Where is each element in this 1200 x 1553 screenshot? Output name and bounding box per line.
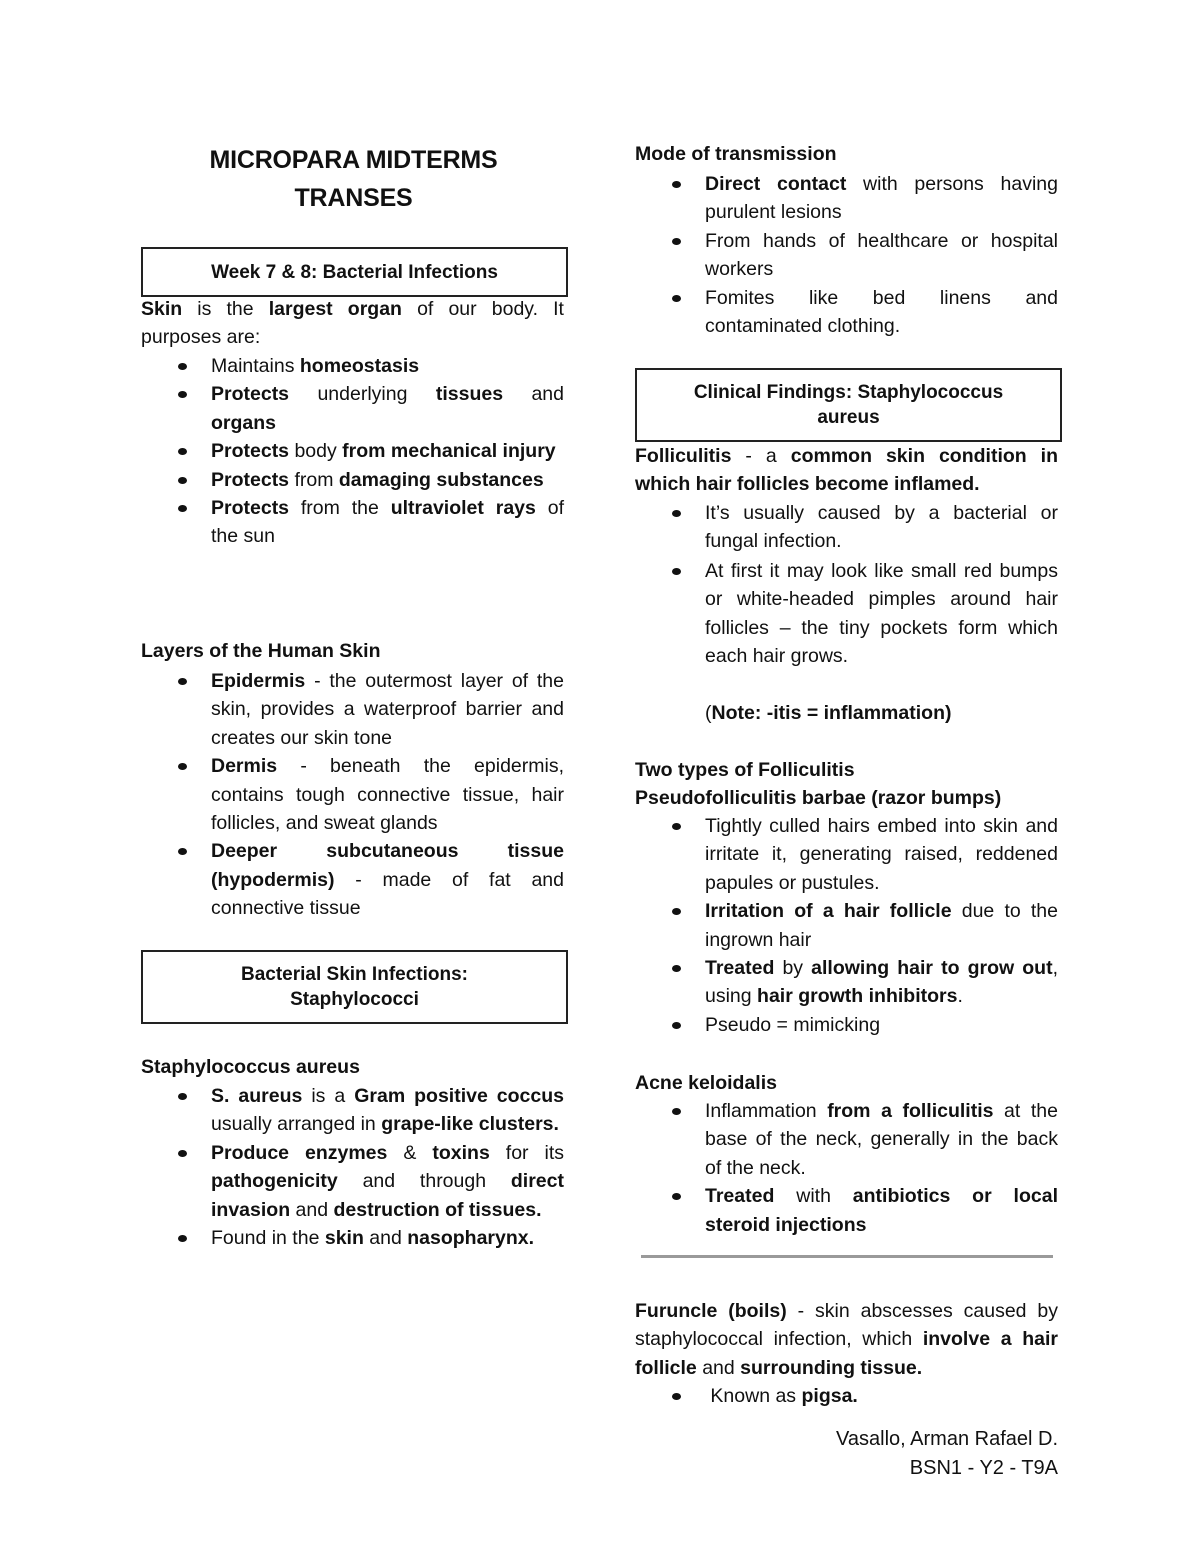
text-run: skin [324, 1227, 364, 1250]
staph-box-line-1: Bacterial Skin Infections: [240, 964, 468, 985]
week-section-title: Week 7 & 8: Bacterial Infections [211, 261, 498, 283]
text-run: pathogenicity [211, 1170, 338, 1193]
text-run: at the base of the neck, generally in the back of the neck. [705, 1100, 1058, 1179]
text-run: destruction of tissues. [333, 1198, 542, 1221]
text-run: Produce enzymes [211, 1141, 388, 1164]
text-run: S. aureus [211, 1085, 303, 1107]
list-item [141, 494, 564, 551]
text-run: Fomites like bed linens and contaminated clothing. [705, 286, 1058, 338]
text-run: by [774, 957, 812, 980]
list-item [635, 1182, 1058, 1239]
text-run: is a [302, 1085, 355, 1107]
saureus-heading: Staphylococcus aureus [141, 1056, 360, 1078]
text-run: and through [337, 1170, 511, 1193]
text-run: - beneath the epidermis, contains tough connective tissue, hair follicles, and sweat glands [211, 755, 564, 835]
text-run: Pseudo = mimicking [705, 1013, 881, 1036]
skin-layers-list [141, 667, 564, 923]
skin-term: Skin [141, 298, 183, 320]
text-run: - the outermost layer of the skin, provides a waterproof barrier and creates our skin tone [211, 670, 564, 749]
text-run: It’s usually caused by a bacterial or fungal infection. [705, 502, 1058, 553]
text-run: At first it may look like small red bumps or white-headed pimples around hair follicles – the tiny pockets form which each hair grows. [705, 559, 1058, 668]
list-item [635, 557, 1058, 671]
text-run: Gram positive coccus [354, 1085, 564, 1107]
list-item [141, 837, 564, 922]
text-run: from a folliculitis [827, 1100, 994, 1122]
text-run: organs [211, 411, 277, 434]
title-line-1: MICROPARA MIDTERMS [209, 146, 498, 174]
staph-box-line-2: Staphylococci [290, 989, 419, 1010]
list-item [635, 499, 1058, 556]
list-item [141, 667, 564, 752]
largest-organ-term: largest organ [268, 298, 402, 320]
list-item [141, 1082, 564, 1139]
clinical-box-line-2: aureus [817, 407, 880, 428]
text-run: Protects [211, 497, 290, 520]
list-item [635, 954, 1058, 1011]
text-run: allowing hair to grow out [811, 957, 1053, 980]
text-run: Treated [705, 1185, 775, 1208]
author-section: BSN1 - Y2 - T9A [909, 1457, 1058, 1479]
text-run: Protects [211, 468, 290, 491]
text-run: and [290, 1198, 334, 1221]
text-run: Folliculitis [635, 445, 732, 467]
text-run: Treated [705, 957, 775, 980]
acne-heading: Acne keloidalis [635, 1072, 777, 1094]
text-run: direct invasion [211, 1170, 564, 1221]
text-run: Note: -itis = inflammation) [711, 702, 952, 724]
author-name: Vasallo, Arman Rafael D. [836, 1428, 1058, 1450]
text-run: tissues [435, 383, 504, 406]
list-item [635, 1097, 1058, 1182]
text-run: Deeper subcutaneous tissue (hypodermis) [211, 840, 564, 891]
list-item [141, 437, 564, 465]
text-run: from mechanical injury [342, 440, 556, 463]
text-run: of the sun [211, 497, 564, 548]
text-run: Tightly culled hairs embed into skin and irritate it, generating raised, reddened papules or pustules. [705, 815, 1058, 894]
skin-purposes-list [141, 352, 564, 551]
text-run: Furuncle (boils) [635, 1300, 787, 1322]
text-run: body [289, 440, 343, 463]
mode-list [635, 170, 1058, 340]
layers-heading: Layers of the Human Skin [141, 640, 381, 662]
acne-list [635, 1097, 1058, 1239]
list-item [635, 897, 1058, 954]
text-run: Protects [211, 440, 290, 463]
folliculitis-list [635, 499, 1058, 670]
list-item [141, 380, 564, 437]
text-run: - made of fat and connective tissue [211, 868, 564, 920]
text-run: from [289, 468, 339, 491]
text-run: due to the ingrown hair [705, 900, 1058, 951]
text-run: Dermis [211, 755, 278, 778]
document-title [141, 141, 566, 217]
text-run: hair growth inhibitors [757, 985, 958, 1008]
list-item [635, 170, 1058, 227]
section-divider [641, 1255, 1053, 1258]
list-item [141, 752, 564, 837]
text-run: - a [731, 445, 791, 467]
list-item [141, 1139, 564, 1224]
text-run: homeostasis [299, 355, 420, 377]
text-run: involve a hair follicle [635, 1328, 1058, 1379]
text-run: - skin abscesses caused by staphylococcal infection, which [635, 1300, 1058, 1351]
text-run: usually arranged in [211, 1113, 382, 1136]
clinical-box-line-1: Clinical Findings: Staphylococcus [693, 382, 1004, 403]
text-run: . [957, 985, 963, 1008]
furuncle-paragraph [635, 1297, 1058, 1382]
list-item [635, 1011, 1058, 1039]
text-run: antibiotics or local steroid injections [705, 1185, 1058, 1236]
week-section-box [141, 247, 568, 297]
list-item [635, 227, 1058, 284]
saureus-list [141, 1082, 564, 1252]
text-run: from the [289, 497, 391, 520]
folliculitis-intro [635, 442, 1058, 499]
text-run: nasopharynx. [407, 1227, 535, 1250]
text-run: , using [705, 957, 1058, 1008]
itis-note [705, 699, 951, 727]
text-run: Found in the [211, 1227, 325, 1250]
text-run: pigsa. [801, 1385, 858, 1407]
text-run: with persons having purulent lesions [705, 173, 1058, 224]
text-run: ( [705, 702, 712, 724]
text-run: Irritation of a hair follicle [705, 900, 952, 923]
furuncle-list [635, 1382, 1058, 1410]
text-run: of our body. It purposes are: [141, 298, 564, 349]
text-run: & [387, 1141, 433, 1164]
list-item [141, 1224, 564, 1252]
text-run: and [503, 383, 564, 406]
skin-intro [141, 295, 564, 352]
text-run: Epidermis [211, 670, 306, 692]
text-run: with [774, 1185, 853, 1208]
text-run: Direct contact [705, 173, 847, 195]
staph-section-box [141, 950, 568, 1024]
text-run: ultraviolet rays [390, 497, 536, 520]
text-run: underlying [289, 383, 436, 406]
list-item [141, 352, 564, 380]
text-run: for its [489, 1141, 565, 1164]
pseudo-heading: Pseudofolliculitis barbae (razor bumps) [635, 787, 1002, 809]
list-item [635, 284, 1058, 341]
text-run: From hands of healthcare or hospital workers [705, 229, 1058, 281]
text-run: grape-like clusters. [381, 1113, 559, 1136]
title-line-2: TRANSES [294, 184, 413, 212]
text-run: Protects [211, 383, 290, 406]
text-run: Known as [705, 1385, 802, 1407]
text-run: common skin condition in which hair follicles become inflamed. [635, 445, 1058, 496]
mode-heading: Mode of transmission [635, 143, 837, 165]
pseudo-list [635, 812, 1058, 1039]
text-run: toxins [432, 1141, 490, 1164]
list-item [141, 466, 564, 494]
text-run: and [363, 1227, 408, 1250]
list-item [635, 812, 1058, 897]
text-run: is the [182, 298, 269, 320]
text-run: surrounding tissue. [740, 1356, 923, 1379]
text-run: Maintains [211, 355, 300, 377]
list-item [635, 1382, 1058, 1410]
text-run: damaging substances [338, 468, 544, 491]
clinical-section-box [635, 368, 1062, 442]
text-run: and [696, 1356, 741, 1379]
text-run: Inflammation [705, 1100, 828, 1122]
two-types-heading: Two types of Folliculitis [635, 759, 855, 781]
